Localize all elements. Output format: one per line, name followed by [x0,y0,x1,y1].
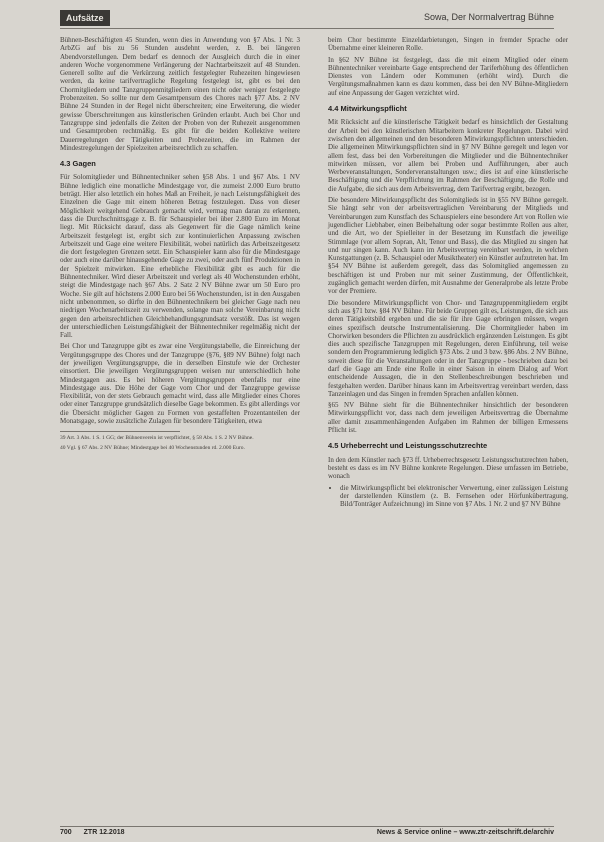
paragraph: In den dem Künstler nach §73 ff. Urheberrechtsgesetz Leistungsschutzrechten haben, besteht es dass es im NV Bühne konkrete Regelungen. Diese umfassen im Betriebe, wonach [328,455,568,481]
page-number: 700 [60,829,72,836]
paragraph: Bei Chor und Tanzgruppe gibt es zwar eine Vergütungstabelle, die Einreichung der Vergütungsgruppe des Chores und der Tanzgruppe (§76, §89 NV Bühne) folgt nach der jeweiligen Vergütungsgruppe, die in derselben Einstufe wie der Orchester einsortiert. Die jeweiligen Vergütungsgruppen weisen nur unterschiedlich hohe Mindestgagen aus. Es bei höheren Vergütungsgruppen ebenfalls nur eine Mindestgage aus. Die Höhe der Gage vom Chor und der Tanzgruppe gewisse Flexibilität, von der stets Gebrauch gemacht wird, dass alle Mitglieder eines Chores oder einer Tanzgruppe grundsätzlich dieselbe Gage bekommen. Es gibt allerdings vor die Übersicht möglicher Gagen zu Formen von gestaffelten Prozentanteilen der Monatsgage, sowie zusätzliche Zulagen für besondere Tätigkeiten, etwa [60,342,300,426]
footnote-divider [60,431,180,432]
footnote: 40 Vgl. § 67 Abs. 2 NV Bühne; Mindestgage bei 40 Wochenstunden rd. 2.000 Euro. [60,445,245,452]
paragraph: Die besondere Mitwirkungspflicht des Solomitglieds ist in §55 NV Bühne geregelt. Sie hängt sehr von der arbeitsvertraglichen Vereinbarung der Mitglieds und Vereinbarungen zum Kunstfach des Schauspielers eine besondere Art von Rollen wie jugendlicher Liebhaber, einen Beibehaltung oder sogar bestimmte Rollen aus alter, und die Art, wo der Spielleiter in der Besetzung im Kunstfach die jeweilige Stimmlage (vor allem Sopran, Alt, Tenor und Bass), die das Mitglied zu singen hat und nur singen kann. Auch kann im Arbeitsvertrag vereinbart werden, in welchen Kunstgattungen (z. B. Schauspiel oder Musiktheater) ein Künstler aufzutreten hat. Im §54 NV Bühne ist außerdem geregelt, dass das Solomitglied angemessen zu beschäftigen ist und Proben nur mit seiner Zustimmung, der Öffentlichkeit, zugänglich gemacht werden dürfen, mit Ausnahme der Generalprobe als letzte Probe vor der Premiere. [328,196,568,296]
paragraph: Bühnen-Beschäftigten 45 Stunden, wenn dies in Anwendung von §7 Abs. 1 Nr. 3 ArbZG auf bis zu 56 Stunden ausdehnt werden, z. B. bei längeren Abendvorstellungen. Dem bedarf es dennoch der Ausgleich durch die in einer anderen Woche vorgenommene Verlängerung der Nachtarbeitszeit auf 48 Stunden. Generell sollte auf die Verkürzung zeitlich festgelegter Ruhezeiten hingewiesen werden, da keine tarifvertragliche Regelung festgelegt ist, gibt es bei den Chormitgliedern und Tanzgruppenmitgliedern einen nicht oder weniger festgelegte Probenzeiten. So sollte nur dem Gesamtpensum des Chores nach §77 Abs. 2 NV Bühne 24 Stunden in der Regel nicht überschreiten; eine Erweiterung, die wieder gewisse Überschreitungen aus künstlerischen Gründen erlaubt. Auch bei Chor und Tanzgruppe sind jedenfalls die Zeiten der Proben von der Ruhezeit ausgenommen und Gesamtproben rechtmäßig. Es gibt für die beiden Kollektive weitere Dauerregelungen der Tätigkeiten und Probezeiten, die im Rahmen der Mindestregelungen der Spielzeiten arbeitsrechtlich zu schaffen. [60,36,300,152]
paragraph: §65 NV Bühne sieht für die Bühnentechniker hinsichtlich der besonderen Mitwirkungspflicht vor, dass nach dem jeweiligen Arbeitsvertrag die Übernahme aller damit zusammenhängenden Aufgaben im Rahmen der billigen Ermessens Pflicht ist. [328,401,568,435]
page-footer [60,826,554,839]
section-heading-gagen: 4.3 Gagen [60,159,96,169]
paragraph: Für Solomitglieder und Bühnentechniker sehen §58 Abs. 1 und §67 Abs. 1 NV Bühne lediglich eine monatliche Mindestgage vor, die zumeist 2.000 Euro brutto beträgt. Hier also letztlich ein hohes Maß an Freiheit, je nach Leistungsfähigkeit des Einzelnen die Gage mit einem höheren Betrag festzulegen. Dass von dieser Möglichkeit weitgehend Gebrauch gemacht wird, vermag man daran zu erkennen, dass die Durchschnittsgage z. B. für Schauspieler bei über 2.800 Euro im Monat liegt. Mit Rücksicht darauf, dass als Gegenwert für die Gage nämlich keine Arbeitszeit festgelegt ist, ergibt sich zur kontinuierlichen Anpassung zwischen Arbeitszeit und Gage eine weitere Flexibilität, wobei natürlich das Arbeitszeitgesetz die dort festgelegten Grenzen setzt. Ein Schauspieler kann also für die Mindestgage oder auch eine darüber hinausgehende Gage zu zwei, oder auch fünf Produktionen in der Spielzeit mitwirken. Eine erhebliche Flexibilität gibt es auch für die Bühnentechniker. Wird dieser Arbeitszeit und verlegt als 40 Wochenstunden erhöht, steigt die Mindestgage nach §67 Abs. 2 Satz 2 NV Bühne zwar um 50 Euro pro Woche. Sie gilt auf höchstens 2.000 Euro bei 56 Wochenstunden, ist in den Ausgaben nicht unbenommen, so dürfte in den Bühnentechnikern bei gleicher Gage nach neu niedrigen Wochenarbeitszeit zu verwenden, solange man solche Vereinbarung nicht gegen den arbeitsrechtlichen Gleichbehandlungsgrundsatz verstößt. Das ist wegen der unterschiedlichen Leistungsfähigkeit der Bühnentechniker regelmäßig nicht der Fall. [60,173,300,340]
footnote: 39 Art. 3 Abs. 1 S. 1 GG; der Bühnenverein ist verpflichtet, § 58 Abs. 1 S. 2 NV Bühne. [60,435,254,442]
section-tag: Aufsätze [60,10,110,26]
section-heading-mitwirkungspflicht: 4.4 Mitwirkungspflicht [328,104,407,114]
right-column [328,36,568,508]
paragraph: beim Chor bestimmte Einzeldarbietungen, Singen in fremder Sprache oder Übernahme einer kleineren Rolle. [328,36,568,53]
journal-issue: ZTR 12.2018 [83,829,125,836]
paragraph: In §62 NV Bühne ist festgelegt, dass die mit einem Mitglied oder einem Bühnentechniker vereinbarte Gage entsprechend der Tariferhöhung des öffentlichen Dienstes von Ländern oder Kommunen (erhöht wird). Durch die Vergütungsmaßnahmen kann es dazu kommen, dass bei den NV Bühne-Mitgliedern auf eine Anpassung der Gagen verzichtet wird. [328,55,568,97]
website-link[interactable]: News & Service online – www.ztr-zeitschrift.de/archiv [376,829,554,836]
bullet-list [328,484,568,509]
paragraph: Mit Rücksicht auf die künstlerische Tätigkeit bedarf es hinsichtlich der Gestaltung der Arbeit bei den künstlerischen Mitarbeitern konkreter Regelungen. Dabei wird zwischen den allgemeinen und den besonderen Mitwirkungspflichten unterschieden. Die allgemeinen Mitwirkungspflichten sind in §7 NV Bühne geregelt und legen vor allem fest, dass bei den Vorbereitungen die Mitglieder und die Bühnentechniker mitwirken müssen, vor allem bei Proben und Aufführungen, aber auch Werbeveranstaltungen, Sonderveranstaltungen usw.; dies ist auf eine künstlerische Beschäftigung und die Verpflichtung im Rahmen der Beschäftigung, die Rolle und die Aufgabe, die sich aus dem Arbeitsvertrag, dem Tarifvertrag ergibt, bezogen. [328,118,568,193]
running-title: Sowa, Der Normalvertrag Bühne [423,12,554,22]
page-header [60,10,554,29]
section-heading-urheberrecht: 4.5 Urheberrecht und Leistungsschutzrechte [328,441,488,451]
list-item: • die Mitwirkungspflicht bei elektronischer Verwertung, einer zulässigen Leistung der darstellenden Künstlern (z. B. Fernsehen oder Hörfunkübertragung, Bild/Tonträger Aufzeichnung) im Sinne von §7 Abs. 1 Nr. 2 und §7 NV Bühne [340,484,568,509]
left-column [60,36,300,455]
paragraph: Die besondere Mitwirkungspflicht von Chor- und Tanzgruppenmitgliedern ergibt sich aus §71 bzw. §84 NV Bühne. Für beide Gruppen gilt es, Leistungen, die sich aus deren Tätigkeitsbild ergeben und die sie für ihre Gage erbringen müssen, wegen eines spezifisch deutsche Instrumentalisierung. Die Chormitglieder haben im Chorwirken besonders die Pflichten zu ausdrücklich ergänzenden Leistungen. Es gibt dies auch spezifische Tanzgruppen mit Regelungen, deren Einführung, teil weise sondern den Programmierung lediglich §73 Abs. 2 und 3 bzw. §86 Abs. 2 NV Bühne, soweit diese für die Veranstaltungen oder in der Tanzgruppe - beschrieben dazu bei darf die Gage am Ende eine Rolle in einer Saison in einem Dialog auf Wort entscheidende Aussagen, die in den Stellenbeschreibungen beschrieben und festgehalten werden. Darüber hinaus kann im Arbeitsvertrag vereinbart werden, dass Tanzeinlagen und das Singen in fremden Sprachen anfallen können. [328,298,568,398]
footer-left [60,829,125,836]
